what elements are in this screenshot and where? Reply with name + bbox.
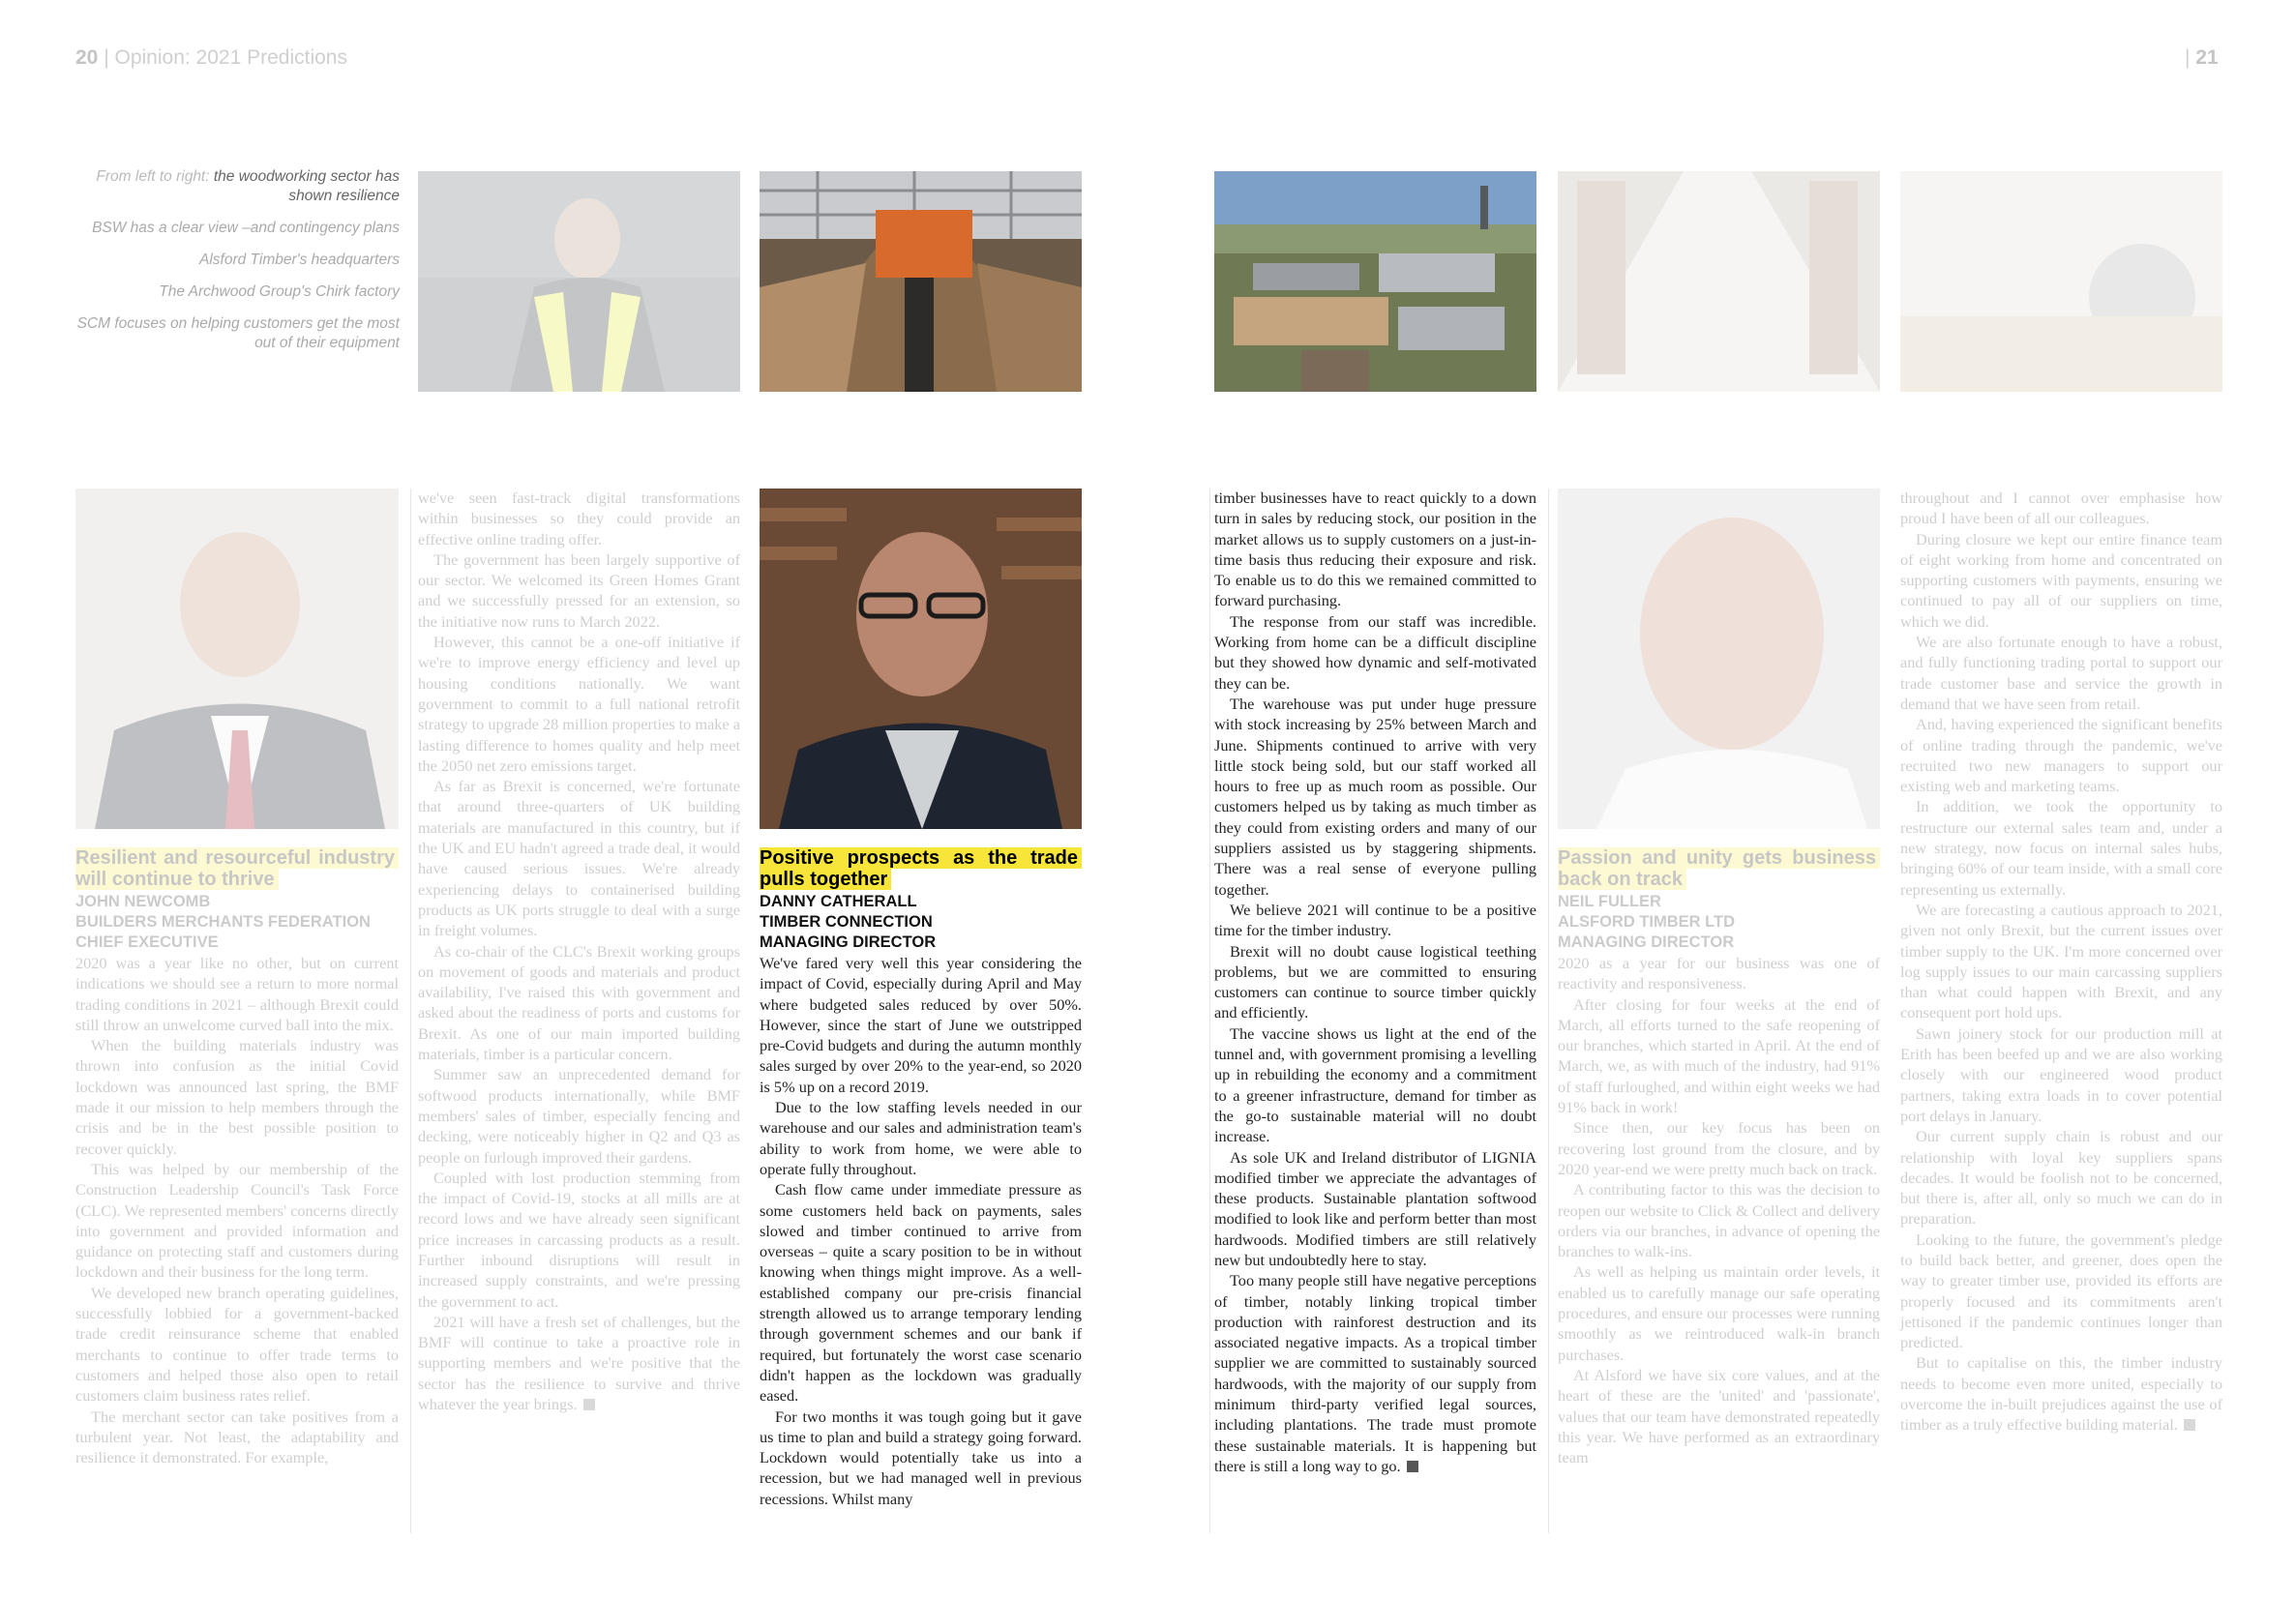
article-1-paragraph: We developed new branch operating guidelines, successfully lobbied for a government-backed trade credit reinsurance scheme that enabled merchants to continue to offer trade terms to customers and helped those also open to retail customers claim business rates relief.: [75, 1283, 399, 1406]
left-folio: [75, 46, 347, 70]
article-3-headline: Passion and unity gets business back on track: [1558, 847, 1880, 890]
article-2-paragraph: The warehouse was put under huge pressure with stock increasing by 25% between March and June. Shipments continued to arrive with very little stock being sold, but our staff worked all hours to free up as much room as possible. Our customers helped us by taking as much timber as they could from existing orders and many of our suppliers assisted us by staggering shipments. There was a real sense of everyone pulling together.: [1214, 694, 1536, 899]
article-3-paragraph: And, having experienced the significant benefits of online trading through the pandemic, we've recruited two new managers to support our existing web and marketing teams.: [1900, 715, 2222, 796]
article-3-paragraph: As well as helping us maintain order levels, it enabled us to carefully manage our safe operating procedures, and ensure our processes were running smoothly as we reintroduced walk-in branch purchases.: [1558, 1262, 1880, 1364]
column-rule-3: [1548, 489, 1549, 1533]
end-of-article-mark: [1407, 1461, 1418, 1472]
article-3-paragraph: We are forecasting a cautious approach to 2021, given not only Brexit, but the current issues over timber supply to the UK. I'm more concerned over log supply issues to our main carcassing suppliers than what could happen with Brexit, and any consequent port hold ups.: [1900, 900, 2222, 1022]
article-2-organisation: TIMBER CONNECTION: [760, 913, 933, 931]
photo-woodworker: [418, 171, 740, 392]
article-1-paragraph: This was helped by our membership of the Construction Leadership Council's Task Force (CLC). We represented members' concerns directly into government and provided information and guidance on protecting staff and customers during lockdown and their business for the long term.: [75, 1159, 399, 1282]
article-2-paragraph: As sole UK and Ireland distributor of LIGNIA modified timber we appreciate the advantages of these products. Sustainable plantation softwood modified to look like and perform better than most hardwoods. Modified timbers are still relatively new but undoubtedly here to stay.: [1214, 1147, 1536, 1269]
article-1-paragraph: 2021 will have a fresh set of challenges, but the BMF will continue to take a proactive role in supporting members and we're positive that the sector has the resilience to survive and thrive whatever the year brings.: [418, 1312, 740, 1414]
article-3-column-1: [1558, 847, 1880, 1467]
portrait-john-newcomb: [75, 489, 399, 829]
article-1-column-1: [75, 847, 399, 1467]
article-2-paragraph: The response from our staff was incredible. Working from home can be a difficult discipline but they showed how dynamic and self-motivated they can be.: [1214, 611, 1536, 693]
article-2-paragraph: Brexit will no doubt cause logistical teething problems, but we are committed to ensuring customers can continue to source timber quickly and efficiently.: [1214, 941, 1536, 1022]
end-of-article-mark: [583, 1399, 595, 1410]
article-3-paragraph: In addition, we took the opportunity to restructure our external sales team and, under a new strategy, now focus on internal sales hubs, bringing 60% of our team inside, with a small core representing us externally.: [1900, 797, 2222, 899]
article-2-column-1: [760, 847, 1082, 1509]
article-2-headline: Positive prospects as the trade pulls together: [760, 847, 1082, 890]
article-3-paragraph: Looking to the future, the government's pledge to build back better, and greener, does open the way to greater timber use, provided its efforts are properly focused and its commitments aren't jettisoned if the pandemic continues longer than predicted.: [1900, 1229, 2222, 1352]
article-1-headline: Resilient and resourceful industry will continue to thrive: [75, 847, 399, 890]
article-1-paragraph: 2020 was a year like no other, but on current indications we should see a return to more normal trading conditions in 2021 – although Brexit could still throw an unwelcome curved ball into the mix.: [75, 954, 399, 1034]
photo-alsford-headquarters: [1214, 171, 1536, 392]
article-3-paragraph: 2020 as a year for our business was one of reactivity and responsiveness.: [1558, 954, 1880, 993]
folio-divider-right: |: [2185, 46, 2196, 69]
article-3-paragraph: During closure we kept our entire finance team of eight working from home and concentrated on supporting customers with payments, ensuring we continued to pay all of our suppliers on time, which we did.: [1900, 529, 2222, 631]
caption-line-5: SCM focuses on helping customers get the most out of their equipment: [76, 315, 400, 351]
section-title: Opinion: 2021 Predictions: [114, 46, 347, 69]
article-2-role: MANAGING DIRECTOR: [760, 933, 937, 951]
article-2-paragraph: timber businesses have to react quickly to a down turn in sales by reducing stock, our position in the market allows us to supply customers on a just-in-time basis thus reducing their exposure and risk. To enable us to do this we remained committed to forward purchasing.: [1214, 489, 1536, 610]
article-3-paragraph: But to capitalise on this, the timber industry needs to become even more united, especially to overcome the in-built prejudices against the use of timber as a truly effective building material.: [1900, 1353, 2222, 1435]
article-3-paragraph: We are also fortunate enough to have a robust, and fully functioning trading portal to support our trade customer base and service the growth in demand that we have seen from retail.: [1900, 633, 2222, 713]
caption-line-1: From left to right: the woodworking sector has shown resilience: [96, 168, 400, 204]
article-2-paragraph: The vaccine shows us light at the end of the tunnel and, with government promising a levelling up in rebuilding the economy and a commitment to a greener infrastructure, demand for timber as the go-to sustainable material will no doubt increase.: [1214, 1023, 1536, 1146]
article-3-paragraph: Sawn joinery stock for our production mill at Erith has been beefed up and we are also working closely with our engineered wood product partners, taking extra loads in to cover potential port delays in January.: [1900, 1023, 2222, 1125]
article-3-author: NEIL FULLER: [1558, 893, 1661, 910]
article-1-author: JOHN NEWCOMB: [75, 893, 211, 910]
article-2-paragraph: Too many people still have negative perceptions of timber, notably linking tropical timber production with rainforest destruction and its associated negative impacts. As a tropical timber supplier we are committed to sustainably sourced hardwoods, with the majority of our supply from minimum third-party verified legal sources, including plantations. The trade must promote these sustainable materials. It is happening but there is still a long way to go.: [1214, 1271, 1536, 1475]
folio-divider: |: [104, 46, 115, 69]
article-3-paragraph: At Alsford we have six core values, and at the heart of these are the 'united' and 'passionate', values that our team have demonstrated repeatedly this year. We have performed as an extraordinary team: [1558, 1365, 1880, 1467]
article-3-column-2: [1900, 488, 2222, 1436]
article-1-role: CHIEF EXECUTIVE: [75, 933, 219, 951]
article-2-byline: [760, 892, 1082, 953]
photo-bsw-sawmill: [760, 171, 1082, 392]
article-3-paragraph: After closing for four weeks at the end of March, all efforts turned to the safe reopening of our branches, which started in April. At the end of March, we, as with much of the industry, had 91% of staff furloughed, and within eight weeks we had 91% back in work!: [1558, 994, 1880, 1117]
article-3-paragraph: Since then, our key focus has been on recovering lost ground from the closure, and by 2020 year-end we were pretty much back on track.: [1558, 1118, 1880, 1178]
article-1-paragraph: we've seen fast-track digital transformations within businesses so they could provide an effective online trading offer.: [418, 489, 740, 548]
article-3-paragraph: A contributing factor to this was the decision to reopen our website to Click & Collect and delivery orders via our branches, in advance of opening the branches to walk-ins.: [1558, 1180, 1880, 1261]
article-1-organisation: BUILDERS MERCHANTS FEDERATION: [75, 913, 371, 931]
article-1-paragraph: Summer saw an unprecedented demand for softwood products internationally, while BMF members' sales of timber, especially fencing and decking, were noticeably higher in Q2 and Q3 as people on furlough improved their gardens.: [418, 1065, 740, 1167]
article-2-paragraph: For two months it was tough going but it gave us time to plan and build a strategy going forward. Lockdown would potentially take us into a recession, but we had managed well in previous recessions. Whilst many: [760, 1407, 1082, 1508]
article-1-paragraph: When the building materials industry was thrown into confusion as the initial Covid lockdown was announced last spring, the BMF made it our mission to help members through the crisis and be in the best possible position to recover quickly.: [75, 1036, 399, 1158]
article-1-paragraph: However, this cannot be a one-off initiative if we're to improve energy efficiency and level up housing conditions nationally. We want government to commit to a full national retrofit strategy to upgrade 28 million properties to make a lasting difference to homes quality and help meet the 2050 net zero emissions target.: [418, 633, 740, 775]
article-1-paragraph: As far as Brexit is concerned, we're fortunate that around three-quarters of UK building materials are manufactured in this country, but if the UK and EU hadn't agreed a trade deal, it would have caused serious issues. We're already experiencing delays to containerised building products as UK ports struggle to deal with a surge in freight volumes.: [418, 777, 740, 940]
caption-line-2: BSW has a clear view –and contingency plans: [92, 220, 400, 236]
article-2-paragraph: We believe 2021 will continue to be a positive time for the timber industry.: [1214, 900, 1536, 940]
caption-line-3: Alsford Timber's headquarters: [199, 252, 400, 268]
article-3-byline: [1558, 892, 1880, 953]
article-1-paragraph: As co-chair of the CLC's Brexit working groups on movement of goods and materials and product availability, I've raised this with government and asked about the readiness of ports and customs for Brexit. As one of our main imported building materials, timber is a particular concern.: [418, 941, 740, 1064]
photo-scm-machinery: [1900, 171, 2222, 392]
photo-archwood-factory: [1558, 171, 1880, 392]
right-folio: [2185, 46, 2219, 70]
article-3-paragraph: Our current supply chain is robust and our relationship with loyal key suppliers spans decades. It would be foolish not to be concerned, but there is, after all, only so much we can do in preparation.: [1900, 1127, 2222, 1229]
column-rule-1: [410, 489, 411, 1533]
article-1-paragraph: The merchant sector can take positives from a turbulent year. Not least, the adaptability and resilience it demonstrated. For example,: [75, 1407, 399, 1467]
left-page-number: 20: [75, 46, 99, 69]
photo-captions: [75, 167, 400, 366]
article-3-organisation: ALSFORD TIMBER LTD: [1558, 913, 1736, 931]
article-1-paragraph: Coupled with lost production stemming from the impact of Covid-19, stocks at all mills are at record lows and we have already seen significant price increases in carcassing products as a result. Further inbound disruptions will result in increased supply constraints, and we're pressing the government to act.: [418, 1168, 740, 1311]
article-3-paragraph: throughout and I cannot over emphasise how proud I have been of all our colleagues.: [1900, 489, 2222, 528]
end-of-article-mark: [2184, 1419, 2195, 1431]
article-1-column-2: [418, 488, 740, 1414]
portrait-neil-fuller: [1558, 489, 1880, 829]
portrait-danny-catherall: [760, 489, 1082, 829]
article-1-byline: [75, 892, 399, 953]
article-2-paragraph: Cash flow came under immediate pressure as some customers held back on payments, sales slowed and timber continued to arrive from overseas – quite a scary position to be in without knowing when things might improve. As a well-established company our pre-crisis financial strength allowed us to arrange temporary lending through government schemes and our bank if required, but fortunately the worst case scenario didn't happen as the lockdown was gradually eased.: [760, 1180, 1082, 1406]
article-2-column-2: [1214, 488, 1536, 1476]
right-page-number: 21: [2195, 46, 2219, 69]
article-3-role: MANAGING DIRECTOR: [1558, 933, 1735, 951]
article-2-paragraph: We've fared very well this year considering the impact of Covid, especially during April and May where budgeted sales reduced by over 50%. However, since the start of June we outstripped pre-Covid budgets and during the autumn monthly sales surged by over 20% to the year-end, so 2020 is 5% up on a record 2019.: [760, 954, 1082, 1096]
column-rule-2: [1209, 489, 1210, 1533]
article-2-paragraph: Due to the low staffing levels needed in our warehouse and our sales and administration team's ability to work from home, we were able to operate fully throughout.: [760, 1098, 1082, 1178]
article-2-author: DANNY CATHERALL: [760, 893, 917, 910]
article-1-paragraph: The government has been largely supportive of our sector. We welcomed its Green Homes Grant and we successfully pressed for an extension, so the initiative now runs to March 2022.: [418, 549, 740, 631]
caption-line-4: The Archwood Group's Chirk factory: [159, 283, 400, 300]
